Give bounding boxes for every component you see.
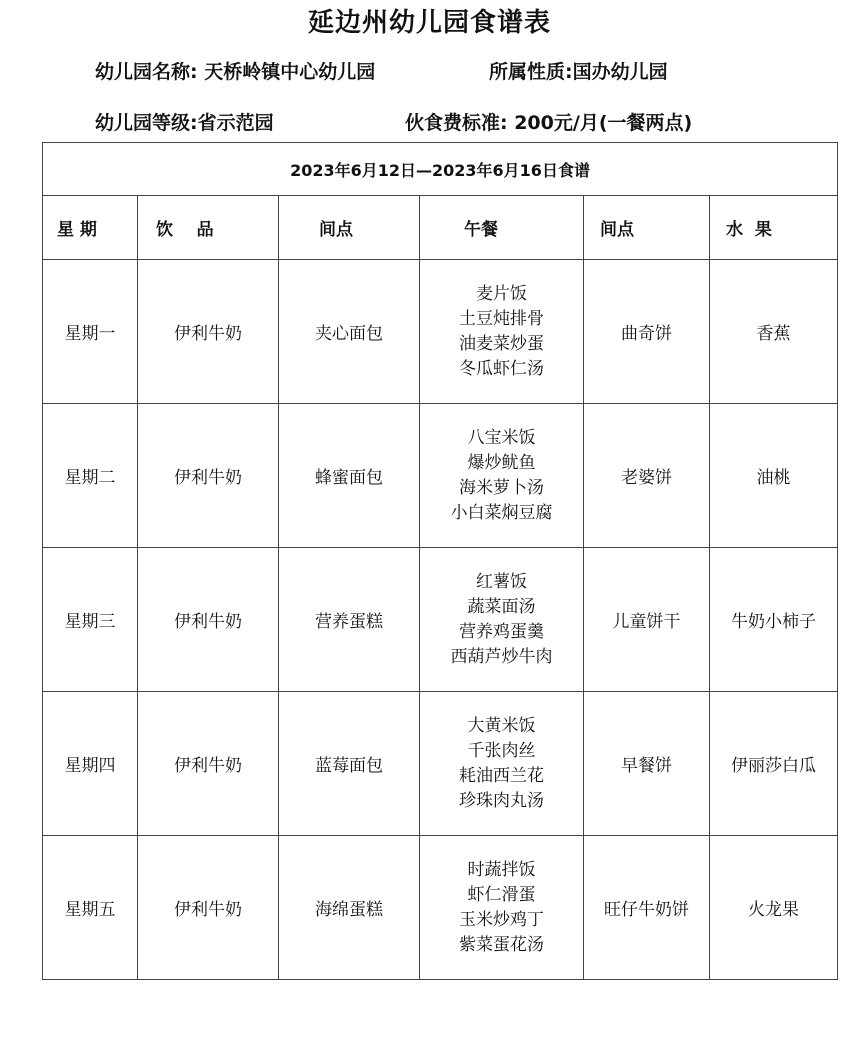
header-row — [43, 196, 838, 260]
drink-cell: 伊利牛奶 — [138, 404, 279, 548]
lunch-dish: 爆炒鱿鱼 — [467, 452, 536, 473]
afternoon-snack-cell: 老婆饼 — [584, 404, 710, 548]
header-lunch: 午餐 — [420, 196, 584, 260]
kindergarten-name: 幼儿园名称: 天桥岭镇中心幼儿园 — [95, 61, 376, 83]
table-row — [43, 836, 838, 980]
lunch-dish: 时蔬拌饭 — [467, 859, 536, 880]
lunch-dish: 蔬菜面汤 — [467, 596, 536, 617]
lunch-dish: 西葫芦炒牛肉 — [450, 646, 553, 667]
lunch-dish: 耗油西兰花 — [459, 765, 544, 786]
lunch-dish: 冬瓜虾仁汤 — [459, 358, 544, 379]
lunch-cell — [420, 548, 584, 692]
header-fruit: 水 果 — [710, 196, 838, 260]
table-row — [43, 404, 838, 548]
lunch-dish: 珍珠肉丸汤 — [459, 790, 544, 811]
drink-cell: 伊利牛奶 — [138, 692, 279, 836]
fruit-cell: 油桃 — [710, 404, 838, 548]
day-cell: 星期三 — [43, 548, 138, 692]
header-snack-morning: 间点 — [279, 196, 420, 260]
drink-cell: 伊利牛奶 — [138, 260, 279, 404]
lunch-cell — [420, 692, 584, 836]
afternoon-snack-cell: 早餐饼 — [584, 692, 710, 836]
lunch-dish: 虾仁滑蛋 — [467, 884, 536, 905]
lunch-dish: 营养鸡蛋羹 — [459, 621, 544, 642]
table-row — [43, 548, 838, 692]
day-cell: 星期二 — [43, 404, 138, 548]
morning-snack-cell: 海绵蛋糕 — [279, 836, 420, 980]
page-title: 延边州幼儿园食谱表 — [307, 8, 551, 38]
lunch-dish: 大黄米饭 — [467, 715, 536, 736]
day-cell: 星期五 — [43, 836, 138, 980]
lunch-dish: 麦片饭 — [476, 283, 527, 304]
morning-snack-cell: 夹心面包 — [279, 260, 420, 404]
day-cell: 星期一 — [43, 260, 138, 404]
lunch-dish: 油麦菜炒蛋 — [459, 333, 544, 354]
lunch-dish: 小白菜焖豆腐 — [450, 502, 553, 523]
header-snack-afternoon: 间点 — [584, 196, 710, 260]
lunch-dish: 红薯饭 — [476, 571, 527, 592]
lunch-cell — [420, 260, 584, 404]
day-cell: 星期四 — [43, 692, 138, 836]
table-row — [43, 260, 838, 404]
lunch-dish: 八宝米饭 — [467, 427, 536, 448]
header-drink: 饮 品 — [138, 196, 279, 260]
fruit-cell: 香蕉 — [710, 260, 838, 404]
drink-cell: 伊利牛奶 — [138, 548, 279, 692]
lunch-dish: 紫菜蛋花汤 — [459, 934, 544, 955]
lunch-dish: 千张肉丝 — [467, 740, 536, 761]
lunch-dish: 海米萝卜汤 — [459, 477, 544, 498]
lunch-dish: 玉米炒鸡丁 — [459, 909, 544, 930]
date-range-row — [43, 143, 838, 196]
morning-snack-cell: 营养蛋糕 — [279, 548, 420, 692]
fruit-cell: 伊丽莎白瓜 — [710, 692, 838, 836]
morning-snack-cell: 蜂蜜面包 — [279, 404, 420, 548]
afternoon-snack-cell: 旺仔牛奶饼 — [584, 836, 710, 980]
kindergarten-property: 所属性质:国办幼儿园 — [489, 61, 668, 83]
header-day: 星 期 — [43, 196, 138, 260]
meal-fee-standard: 伙食费标准: 200元/月(一餐两点) — [405, 112, 693, 134]
lunch-cell — [420, 404, 584, 548]
lunch-dish: 土豆炖排骨 — [459, 308, 544, 329]
lunch-cell — [420, 836, 584, 980]
fruit-cell: 牛奶小柿子 — [710, 548, 838, 692]
menu-table — [42, 142, 838, 980]
kindergarten-level: 幼儿园等级:省示范园 — [95, 112, 274, 134]
afternoon-snack-cell: 儿童饼干 — [584, 548, 710, 692]
morning-snack-cell: 蓝莓面包 — [279, 692, 420, 836]
drink-cell: 伊利牛奶 — [138, 836, 279, 980]
date-range: 2023年6月12日—2023年6月16日食谱 — [43, 143, 838, 196]
afternoon-snack-cell: 曲奇饼 — [584, 260, 710, 404]
table-row — [43, 692, 838, 836]
fruit-cell: 火龙果 — [710, 836, 838, 980]
